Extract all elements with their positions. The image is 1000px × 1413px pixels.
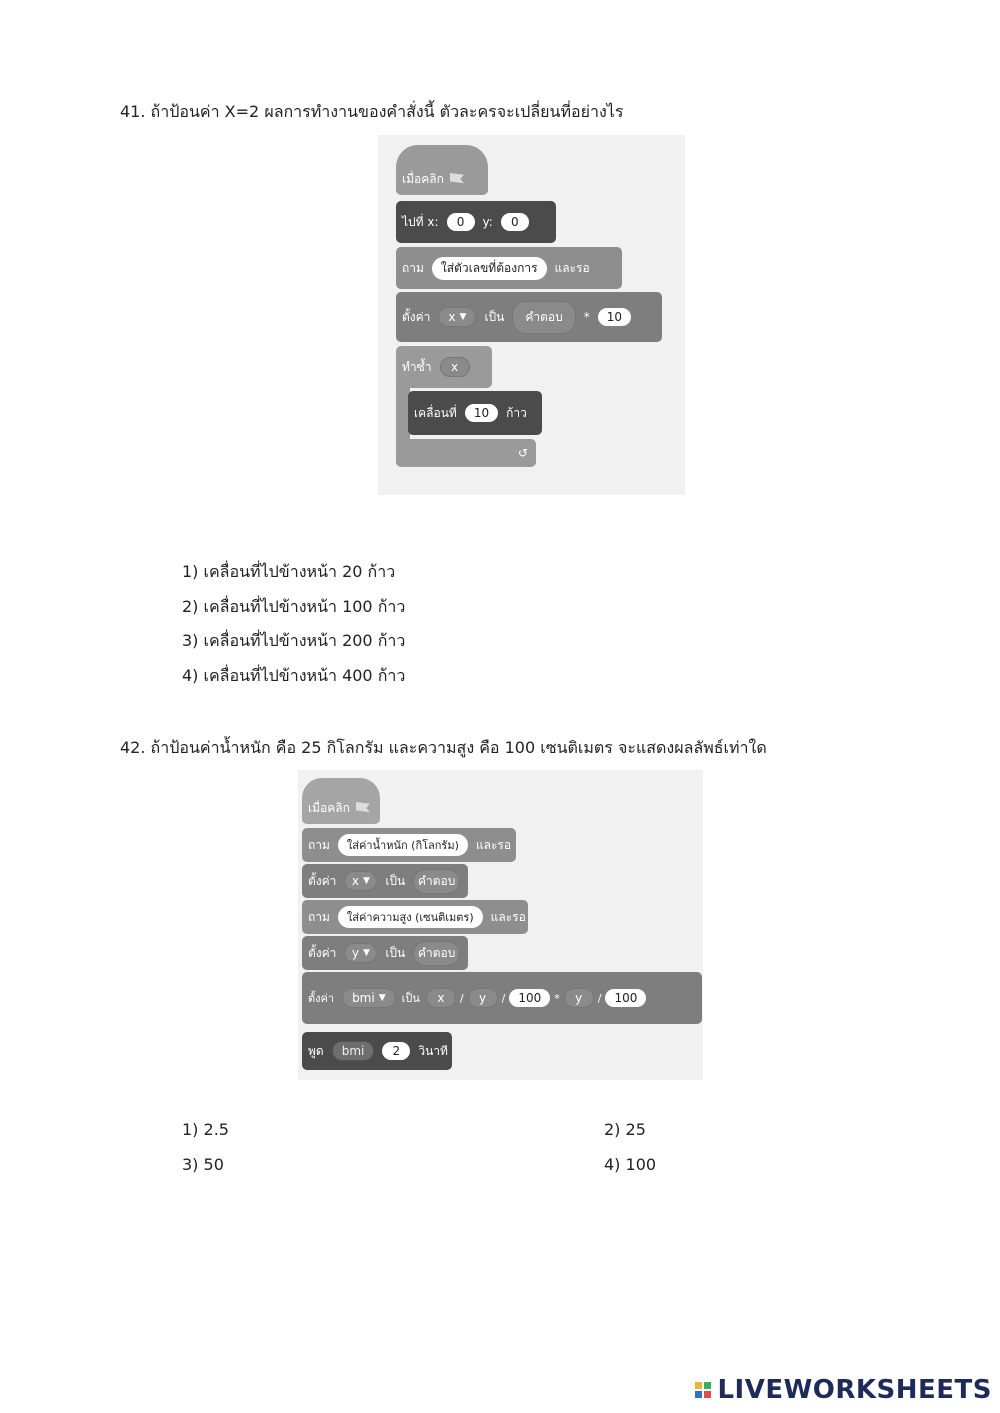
- ask-wait-label: และรอ: [490, 909, 526, 924]
- move-label: เคลื่อนที่: [414, 405, 457, 420]
- set-to-label: เป็น: [385, 945, 406, 960]
- ask-weight-text: ใส่ค่าน้ำหนัก (กิโลกรัม): [338, 834, 468, 856]
- say-bmi-reporter: bmi: [332, 1041, 375, 1061]
- ask-label: ถาม: [308, 909, 330, 924]
- set-label: ตั้งค่า: [308, 873, 337, 888]
- repeat-block-bottom: [396, 439, 536, 467]
- logo-mark-icon: [695, 1382, 711, 1398]
- move-unit-label: ก้าว: [506, 405, 527, 420]
- operand-100: 100: [509, 989, 550, 1007]
- q42-code-image: [298, 770, 703, 1080]
- operator-divide: /: [459, 991, 464, 1005]
- q42-option-4[interactable]: 4) 100: [604, 1155, 657, 1174]
- when-clicked-label: เมื่อคลิก: [402, 171, 444, 186]
- set-to-label: เป็น: [385, 873, 406, 888]
- ask-weight-block: [302, 828, 516, 862]
- set-var-name: bmi: [352, 991, 375, 1005]
- q41-option-2[interactable]: 2) เคลื่อนที่ไปข้างหน้า 100 ก้าว: [182, 597, 406, 616]
- set-var-dropdown: [344, 943, 377, 963]
- q42-option-1[interactable]: 1) 2.5: [182, 1120, 229, 1139]
- ask-question-text: ใส่ตัวเลขที่ต้องการ: [432, 257, 547, 280]
- dropdown-arrow-icon: ▼: [459, 312, 467, 322]
- times-operator: *: [583, 310, 590, 324]
- operand-x: x: [426, 988, 456, 1008]
- operand-y: y: [468, 988, 498, 1008]
- set-var-dropdown: [344, 871, 377, 891]
- question-41-text: 41. ถ้าป้อนค่า X=2 ผลการทำงานของคำสั่งนี้ ตัวละครจะเปลี่ยนที่อย่างไร: [120, 102, 624, 121]
- loop-arrow-icon: ↺: [517, 446, 528, 460]
- when-flag-clicked-block: [302, 778, 380, 824]
- liveworksheets-logo: [695, 1375, 992, 1405]
- say-seconds-value: 2: [382, 1042, 410, 1060]
- repeat-block: [396, 346, 492, 388]
- ask-wait-label: และรอ: [554, 260, 590, 275]
- operand-y: y: [564, 988, 594, 1008]
- ask-label: ถาม: [308, 837, 330, 852]
- ask-height-text: ใส่ค่าความสูง (เซนติเมตร): [338, 906, 483, 928]
- goto-y-value: 0: [501, 213, 529, 231]
- when-flag-clicked-block: [396, 145, 488, 195]
- q41-option-3[interactable]: 3) เคลื่อนที่ไปข้างหน้า 200 ก้าว: [182, 631, 406, 650]
- q42-option-3[interactable]: 3) 50: [182, 1155, 224, 1174]
- logo-square: [704, 1391, 711, 1398]
- goto-y-label: y:: [482, 215, 493, 229]
- dropdown-arrow-icon: ▼: [362, 876, 370, 886]
- set-label: ตั้งค่า: [308, 992, 335, 1005]
- operator-divide: /: [597, 991, 602, 1005]
- when-clicked-label: เมื่อคลิก: [308, 800, 350, 815]
- say-for-secs-block: [302, 1032, 452, 1070]
- set-var-dropdown: [438, 307, 476, 327]
- operator-times: *: [554, 991, 560, 1005]
- set-to-label: เป็น: [484, 309, 505, 324]
- times-value: 10: [598, 308, 631, 326]
- logo-square: [695, 1391, 702, 1398]
- set-var-name: y: [351, 946, 359, 960]
- q41-code-image: [378, 135, 685, 495]
- say-seconds-unit: วินาที: [418, 1043, 448, 1058]
- goto-x-value: 0: [447, 213, 475, 231]
- set-label: ตั้งค่า: [402, 309, 431, 324]
- repeat-label: ทำซ้ำ: [402, 359, 432, 374]
- set-bmi-block: [302, 972, 702, 1024]
- answer-reporter: คำตอบ: [413, 869, 460, 894]
- goto-block: [396, 201, 556, 243]
- move-steps-block: [408, 391, 542, 435]
- set-var-name: x: [448, 310, 456, 324]
- repeat-count-var: x: [440, 357, 470, 377]
- set-x-block: [302, 864, 468, 898]
- ask-block: [396, 247, 622, 289]
- q41-option-4[interactable]: 4) เคลื่อนที่ไปข้างหน้า 400 ก้าว: [182, 666, 406, 685]
- logo-text: LIVEWORKSHEETS: [717, 1375, 992, 1405]
- logo-square: [704, 1382, 711, 1389]
- green-flag-icon: [450, 173, 464, 185]
- operator-divide: /: [501, 991, 506, 1005]
- say-label: พูด: [308, 1043, 324, 1058]
- q41-option-1[interactable]: 1) เคลื่อนที่ไปข้างหน้า 20 ก้าว: [182, 562, 396, 581]
- dropdown-arrow-icon: ▼: [378, 993, 386, 1003]
- set-label: ตั้งค่า: [308, 945, 337, 960]
- set-var-dropdown: [342, 988, 396, 1008]
- set-var-name: x: [351, 874, 359, 888]
- goto-label: ไปที่ x:: [402, 214, 439, 229]
- question-42-text: 42. ถ้าป้อนค่าน้ำหนัก คือ 25 กิโลกรัม และความสูง คือ 100 เซนติเมตร จะแสดงผลลัพธ์เท่าใด: [120, 738, 767, 757]
- dropdown-arrow-icon: ▼: [362, 948, 370, 958]
- answer-reporter: คำตอบ: [413, 941, 460, 966]
- answer-reporter: คำตอบ: [512, 301, 575, 334]
- ask-height-block: [302, 900, 528, 934]
- operand-100: 100: [605, 989, 646, 1007]
- set-variable-block: [396, 292, 662, 342]
- set-y-block: [302, 936, 468, 970]
- green-flag-icon: [356, 802, 370, 814]
- set-to-label: เป็น: [401, 992, 420, 1005]
- logo-square: [695, 1382, 702, 1389]
- q42-option-2[interactable]: 2) 25: [604, 1120, 646, 1139]
- move-steps-value: 10: [465, 404, 498, 422]
- ask-wait-label: และรอ: [475, 837, 512, 852]
- ask-label: ถาม: [402, 260, 424, 275]
